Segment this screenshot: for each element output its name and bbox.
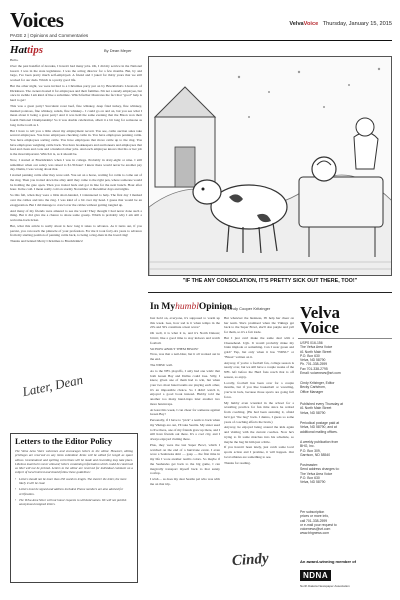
masthead-prefix: Velva [289,21,304,27]
hat-tips-paragraph: So this fall, when they were a little short-handed, I volunteered to help. The first day I marked over the cables and into the ring. I was kind of a bit over my head. I guess that would be an exaggeration. But I did manage to crawl over the cables without getting tangled up. [10,193,142,207]
sidebar-divider [298,338,392,339]
logo-line-1: Velva [300,303,340,322]
postmaster-line: The Velva Area Voice [300,471,333,476]
postmaster-line: Send address changes to: [300,467,340,472]
opinion-paragraph: If you haven't been lately, just catch some local sports action and I promise, it will happen. Our local athletes are something to see. [224,445,294,459]
editorial-cartoon [148,56,392,276]
policy-title: Letters to the Editor Policy [15,437,113,446]
hat-tips-paragraph: But the other night, we were invited to a Christmas party put on by Bruckbrink's Livestock of Dickinson. The owners hosted it for employees and their families. I'm not a steady employee, but once in awhile I am kind of like a substitute. Which further illustrates the fact that "good" help is hard to get! [10,83,142,102]
address-line: The Velva Area Voice [300,345,333,350]
periodical-line: Periodical postage paid at [300,421,340,425]
subscription-line: Per subscription [300,510,325,514]
opinion-paragraph: I wish ... as does my dear Seattle pal who was with me on that trip. [150,477,220,486]
periodical-line: Velva, ND 58790, and at [300,425,337,430]
hat-tips-paragraph: I started penning cattle after they were sold. You sat on a horse, waiting for cattle to come out of the ring. Then you trotted down the alley until they came to the right pen, where someone would be holding the gate open. Then you trotted back and got in line for the next bunch. Hour after hour. In the cold. I mean really cold on stormy November or December days and nights. [10,173,142,192]
letters-policy-box [10,433,138,583]
masthead-name: Voice [303,21,319,27]
publication-line: A weekly publication from [300,440,339,444]
hat-tips-title [10,44,43,56]
opinion-paragraph: Anyway, if you're a football fan, college season is nearly over, but we still have a couple weeks of the NFL left before the Herd fans reach that is off season, so enjoy. [224,360,294,379]
hat-tips-paragraph: This was a great party! Succulent roast beef, fine whiskey, deep fried turkey, fine whiskey, mashed potatoes, fine whiskey, salads, fine whiskey... I could go on and on, but you see what I mean about it being a great party! And it was held the same evening that the Bison won their fourth National Championship! So it was double celebration, albeit it a bit long for someone as long in the tooth as I. [10,103,142,127]
hat-tips-paragraph: And many of my friends were amazed to see me work! They thought I had never done such a thing. But it did give me a chance to share some gossip. Which is probably why I am still a welcome-back ticket. [10,208,142,222]
subscription-line: www.bhgnews.com [300,531,330,536]
sidebar-postmaster [300,463,390,484]
cartoon-drawing [149,57,392,276]
opinion-byline: By Cindy Cooper Kritzinger [222,306,271,311]
opinion-paragraph: Personally, if I have to "pick" a team to back when my Vikings are out, I'll take Seattle. My sister used to live there, one of my friends grew up there, and I still have friends out there. It's a cool city, and I always enjoyed visiting there. [150,418,220,442]
opinion-title-accent: humbl [175,302,199,312]
subscription-line: or e-mail your request to [300,522,337,527]
opinion-paragraph: At least this week, I can cheer for someone against Green Bay! [150,407,220,417]
opinion-body-col1 [150,316,220,574]
address-line: #1 North Main Street [300,349,332,354]
address-line: Fax 701-338-2795 [300,366,328,371]
opinion-paragraph: Oh well, it is what it is, and it's North Dakota; brrrrrr, like a good time to stay indoors and watch football. [150,331,220,345]
opinion-paragraph: My hubby even wrestled in the school for a wrestling practice for fun time since he retired from coaching. (He had been assisting it, afraid he'd get "the bug" back. I dunno, I guess so some years of coaching affects the brain.) [224,400,294,424]
opinion-paragraph: Plus, they were the last Super Bowl, which I watched on the end of a hurricane event. I even wore a Seahawks shirt — gasp — the first time in my life I wore another team's colors. So maybe if the Seahawks get back to the big game, I can magically transport myself back to that sunny rooftop. [150,443,220,476]
address-line: Ph. 701-338-2599 [300,362,328,367]
hat-tips-paragraph: Hello. [10,58,19,62]
address-line: USPS 016-156 [300,341,323,345]
opinion-paragraph: Locally, football has been over for a couple months, but if you like basketball or wrestling, you're in luck, because those sports are going full force. [224,380,294,399]
opinion-title [150,302,232,312]
subscription-line: prices or more info, [300,514,330,519]
sidebar-staff [300,381,390,394]
postmaster-line: P.O. Box 630 [300,475,320,480]
page-label: PAGE 2 | Opinions and Commentaries [10,33,89,38]
ndna-logo: NDNA [300,570,331,581]
opinion-body-col2 [224,316,294,552]
hat-tips-title-prefix: Hat [10,44,28,56]
award-text: An award-winning member of [300,559,357,564]
published-line: Velva, ND 58790 [300,410,326,415]
periodical-line: additional mailing offices. [300,429,338,434]
hat-tips-signature: Later, Dean [21,371,85,400]
hat-tips-byline: By Dean Meyer [104,48,132,53]
hat-tips-title-accent: tips [27,44,44,56]
subscription-line: voicenews@srt.com [300,527,331,532]
publication-line: BHG, Inc. [300,444,315,449]
policy-rules [15,477,133,507]
staff-line: Office Manager [300,389,324,394]
policy-rule: • Letters should not be more than 250 words in length. The shorter the letter, the more likely it will be read. [15,477,133,486]
subscription-line: call 701-338-2599 [300,518,328,523]
policy-intro: The Velva Area Voice welcomes and encourages letters to the editor. However, editing privileges are reserved on any items submitted. Items will be edited for length as space allows. Grammatical and spelling corrections will be made and rewording may take place. Libelous material is never allowed; letters containing information which could be construed as libel will not be printed. Letters to the editor are reserved for individual comment on a subject of local interest and should follow these guidelines: [15,449,133,475]
postmaster-line: Velva, ND 58790 [300,480,326,485]
sidebar-published [300,402,390,415]
publication-line: Garrison, ND 58540 [300,452,331,457]
published-line: Published every Thursday at [300,402,343,406]
opinion-paragraph: But I just can't make the same deal with a Cheesehead. Ugh. It would probably make my brain implode or something. Can I wear green and gold? Yep, but only when it has "NDSU" or "Bison" written on it. [224,336,294,359]
opinion-title-prefix: In My [150,302,176,312]
staff-line: Becky Carlstrom, [300,385,326,390]
address-line: Velva, ND 58790 [300,358,326,363]
policy-rule: • The Velva Area Voice will not honor requests to withhold names. We will not publish anonymous/unsigned letters. [15,498,133,507]
hat-tips-body [10,58,142,358]
hat-tips-paragraph: Over the past handful of decades, I haven't had many jobs. Oh, I did my service in the National Guard. I was in the state legislature. I was the acting director for a few months. But, by and large, I've been pretty much self-employed. A friend and I joked for thirty years that we still worked for our dads. Which is a pretty good life. [10,63,142,82]
opinion-paragraph: As to the NFL playoffs, I only had one wish: that both Green Bay and Dallas could lose. Silly, I know, given one of them had to win, but when your two most hated teams are playing each other, it's an impossible choice. So I didn't watch it, enjoyed a good book instead. Hubby told me another too many hand-traps later another two more hand-traps. [150,368,220,406]
section-title: Voices [10,8,64,32]
opinion-title-suffix: Opinion [198,302,233,312]
issue-date: Thursday, January 15, 2015 [322,21,392,27]
hat-tips-paragraph: But, what this article is really about is how long it takes to advance. As it turns out, if you persist, you can reach the pinnacle of your profession. For me it took forty-six years to advance from my starting position of penning cattle back, to being a ring-man in the board ring! [10,223,142,238]
opinion-signature: Cindy [231,550,270,570]
opinion-paragraph: Anyway, he enjoyed being around the kids again and visiting with the current coaches. Now he's trying to fit some matches into his schedule, so maybe the bug bit him just a little. [224,425,294,444]
address-line: Email: voicenews@srt.com [300,371,341,376]
sidebar-address [300,341,390,375]
ndna-subtitle: North Dakota Newspaper Association [300,583,350,588]
ndna-award [300,560,388,588]
policy-rule: • Letters must be signed and address included. Phone numbers are also advised for verification. [15,487,133,496]
opinion-paragraph: Thanks for reading. [224,460,251,465]
hat-tips-paragraph: Now, I started at Bruckbrink's when I was in college. Probably in sixty-eight or nine. I still remember when our salary was raised to $1.35/hour! I knew there would never be another pay day. Damn, I was wrong about that. [10,158,142,172]
masthead [289,21,392,27]
cartoon-caption: "IF THE ANY CONSOLATION, IT'S PRETTY SICK OUT THERE, TOO!" [182,278,358,284]
opinion-paragraph: SO HOW ABOUT THEM BISON? [150,346,199,351]
hat-tips-paragraph: But I have to tell you a little about my employment record. You see, cattle auction sales take several employees. You have employees checking cattle in. You have employees penning cattle. You have employees sorting cattle. You have employees that move cattle up to the ring. You have employees weighing cattle back. You have bookkeepers and auctioneers and employees that feed and clean and cook and a hundred other jobs. And each employee knows that his or her job is the most important. Which it is, as it should be. [10,128,142,157]
staff-line: Cindy Kritzinger, Editor [300,381,335,385]
logo-line-2: Voice [300,318,340,337]
page-header [10,8,392,32]
sidebar-publication [300,440,390,457]
postmaster-line: Postmaster: [300,463,319,467]
section-divider [148,292,392,293]
sidebar-periodical [300,421,390,434]
published-line: #1 North Main Street [300,406,332,411]
opinion-paragraph: Just hold on, everyone, it's supposed to warm up this week. Gee, how sad is it when temps in the 20's and 30's constitute a heat wave? [150,316,220,330]
opinion-paragraph: The NDSU wall. [150,363,173,368]
publication-line: P.O. Box 309, [300,448,321,453]
velva-voice-logo [300,305,340,335]
opinion-paragraph: Wow, was that a nail-biter, but it all worked out in the end. [150,352,220,362]
hat-tips-paragraph: Thanks and belated Merry Christmas to Bruckbrink's! [10,239,84,244]
opinion-paragraph: But whatever the business, I'll help her cheer on her team. She's promised when the Vikings get back to the Super Bowl, she'll don purple and yell for them, so it's a fair trade. [224,316,294,335]
header-rule [10,40,392,41]
sidebar-subscription [300,510,390,536]
address-line: P.O. Box 630 [300,353,320,358]
